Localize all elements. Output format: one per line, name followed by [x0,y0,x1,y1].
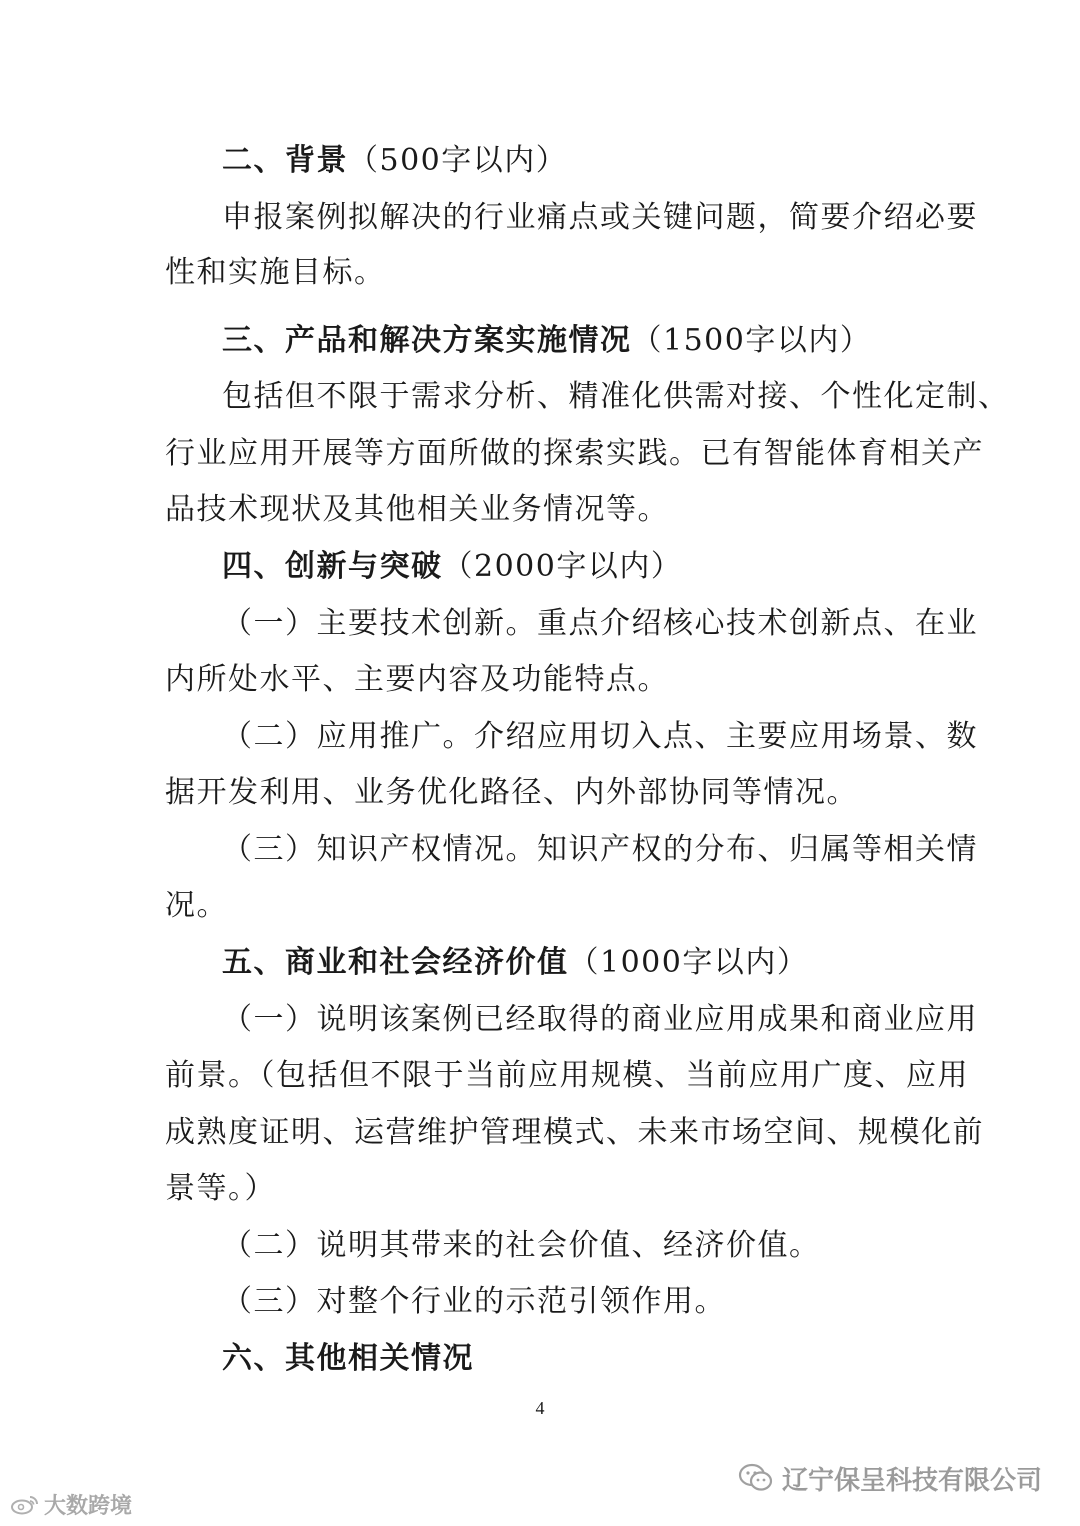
paragraph-line: 前景。（包括但不限于当前应用规模、当前应用广度、应用 [165,1058,969,1093]
paragraph-line: 性和实施目标。 [165,255,386,290]
weibo-account-name: 大数跨境 [44,1493,133,1519]
wechat-account-name: 辽宁保呈科技有限公司 [781,1465,1042,1496]
word-limit-note: （1000字以内） [568,945,809,980]
weibo-watermark [10,1488,132,1520]
section-heading-other: 六、其他相关情况 [222,1341,474,1376]
paragraph-line: （三）知识产权情况。知识产权的分布、归属等相关情 [222,832,978,867]
word-limit-note: （1500字以内） [631,323,872,358]
paragraph-line: 包括但不限于需求分析、精准化供需对接、个性化定制、 [222,379,1010,414]
page-number: 4 [535,1398,545,1418]
section-heading-background: 二、背景（500字以内） [222,143,568,178]
paragraph-line: 据开发利用、业务优化路径、内外部协同等情况。 [165,775,858,810]
paragraph-line: 成熟度证明、运营维护管理模式、未来市场空间、规模化前 [165,1115,984,1150]
paragraph-line: 品技术现状及其他相关业务情况等。 [165,492,669,527]
paragraph-line: （一）主要技术创新。重点介绍核心技术创新点、在业 [222,606,978,641]
paragraph-line: （一）说明该案例已经取得的商业应用成果和商业应用 [222,1002,978,1037]
weibo-icon [10,1493,40,1515]
section-heading-implementation: 三、产品和解决方案实施情况（1500字以内） [222,323,872,358]
paragraph-line: （二）说明其带来的社会价值、经济价值。 [222,1228,821,1263]
section-heading-value: 五、商业和社会经济价值（1000字以内） [222,945,809,980]
paragraph-line: 内所处水平、主要内容及功能特点。 [165,662,669,697]
word-limit-note: （2000字以内） [442,549,683,584]
paragraph-line: 申报案例拟解决的行业痛点或关键问题，简要介绍必要 [222,200,978,235]
paragraph-line: （三）对整个行业的示范引领作用。 [222,1284,726,1319]
paragraph-line: 行业应用开展等方面所做的探索实践。已有智能体育相关产 [165,436,984,471]
paragraph-line: 况。 [165,888,228,923]
paragraph-line: 景等。） [165,1171,276,1206]
paragraph-line: （二）应用推广。介绍应用切入点、主要应用场景、数 [222,719,978,754]
word-limit-note: （500字以内） [348,143,568,178]
wechat-watermark [738,1458,1042,1498]
section-heading-innovation: 四、创新与突破（2000字以内） [222,549,683,584]
wechat-icon [738,1463,774,1493]
